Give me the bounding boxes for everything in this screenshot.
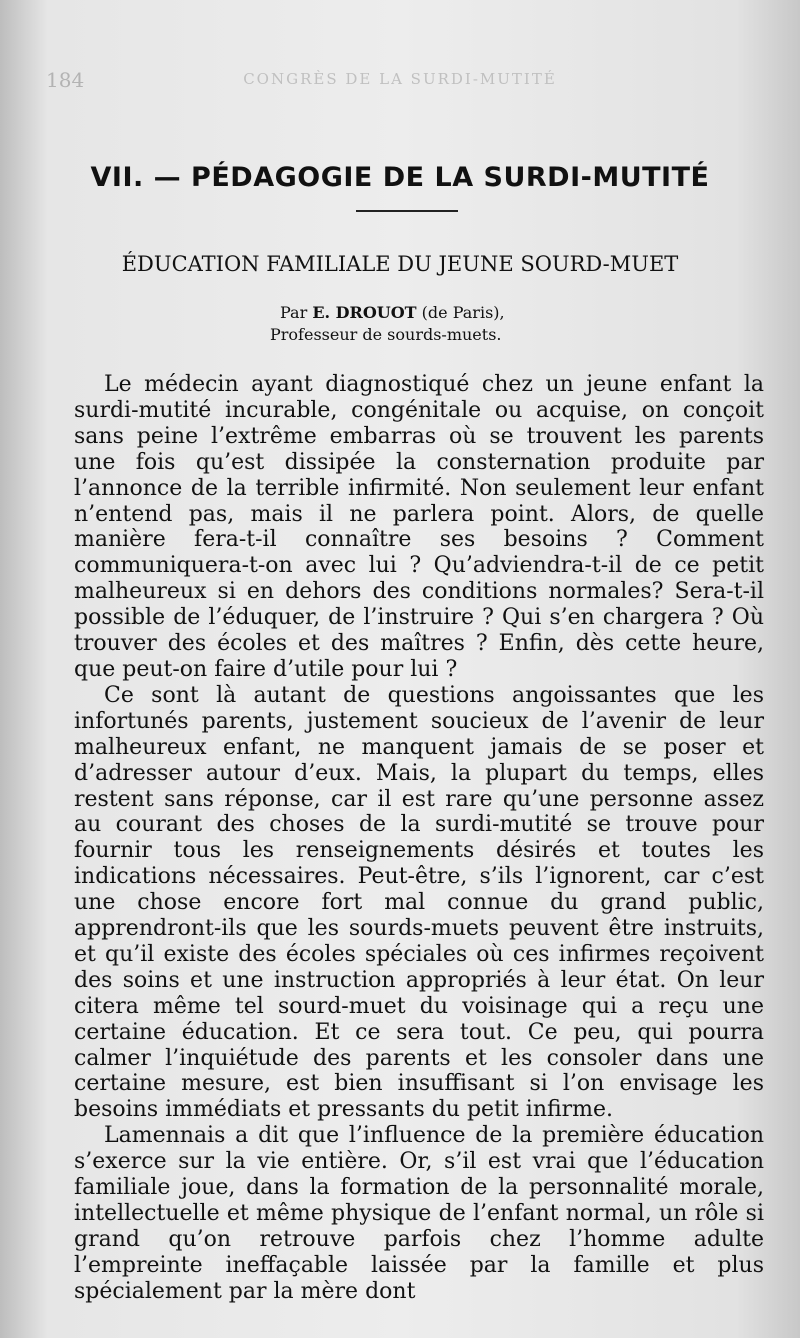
section-title: VII. — PÉDAGOGIE DE LA SURDI-MUTITÉ xyxy=(90,162,710,193)
author-origin: (de Paris), xyxy=(421,303,505,322)
page-number: 184 xyxy=(46,68,85,92)
author-role: Professeur de sourds-muets. xyxy=(270,325,502,344)
paragraph: Ce sont là autant de questions angoissantes que les infortunés parents, justement soucieux de l’avenir de leur malheureux enfant, ne manquent jamais de se poser et d’adresser autour d’eux. Mais, la plupart du temps, elles restent sans réponse, car il est rare qu’une personne assez au courant des choses de la surdi-mutité se trouve pour fournir tous les renseignements désirés et toutes les indications nécessaires. Peut-être, s’ils l’ignorent, car c’est une chose encore fort mal connue du grand public, apprendront-ils que les sourds-muets peuvent être instruits, et qu’il existe des écoles spéciales où ces infirmes reçoivent des soins et une instruction appropriés à leur état. On leur citera même tel sourd-muet du voisinage qui a reçu une certaine éducation. Et ce sera tout. Ce peu, qui pourra calmer l’inquiétude des parents et les consoler dans une certaine mesure, est bien insuffisant si l’on envisage les besoins immédiats et pressants du petit infirme. xyxy=(74,682,764,1123)
byline xyxy=(270,302,630,346)
byline-prefix: Par xyxy=(280,303,308,322)
body-text xyxy=(74,372,764,1305)
paragraph: Lamennais a dit que l’influence de la première éducation s’exerce sur la vie entière. Or, s’il est vrai que l’éducation familiale joue, dans la formation de la personnalité morale, intellectuelle et même physique de l’enfant normal, un rôle si grand qu’on retrouve parfois chez l’homme adulte l’empreinte ineffaçable laissée par la famille et plus spécialement par la mère dont xyxy=(74,1123,764,1304)
byline-author-line xyxy=(270,302,630,324)
page-header xyxy=(0,68,800,98)
article-title: ÉDUCATION FAMILIALE DU JEUNE SOURD-MUET xyxy=(121,252,679,276)
author-name: E. DROUOT xyxy=(312,303,417,322)
paragraph: Le médecin ayant diagnostiqué chez un jeune enfant la surdi-mutité incurable, congénitale ou acquise, on conçoit sans peine l’extrême embarras où se trouvent les parents une fois qu’est dissipée la consternation produite par l’annonce de la terrible infirmité. Non seulement leur enfant n’entend pas, mais il ne parlera point. Alors, de quelle manière fera-t-il connaître ses besoins ? Comment communiquera-t-on avec lui ? Qu’adviendra-t-il de ce petit malheureux si en dehors des conditions normales? Sera-t-il possible de l’éduquer, de l’instruire ? Qui s’en chargera ? Où trouver des écoles et des maîtres ? Enfin, dès cette heure, que peut-on faire d’utile pour lui ? xyxy=(74,372,764,682)
running-head: CONGRÈS DE LA SURDI-MUTITÉ xyxy=(243,70,557,88)
title-rule xyxy=(356,210,458,212)
